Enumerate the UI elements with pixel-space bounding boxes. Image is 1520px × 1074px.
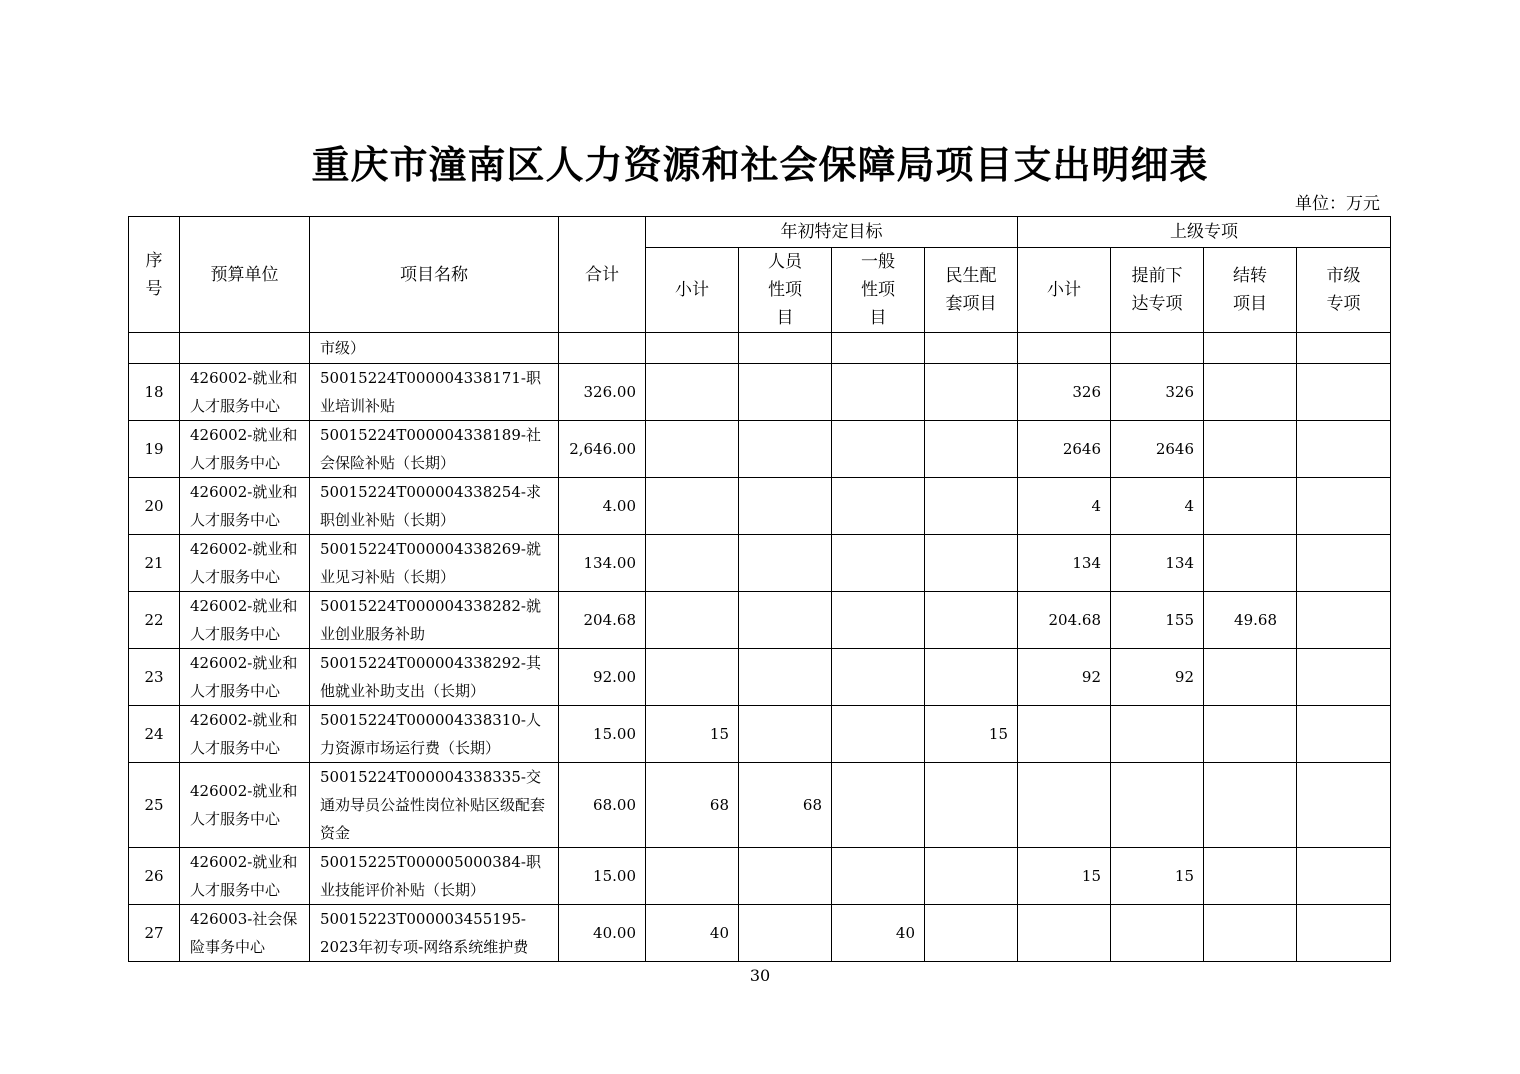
- cell-g1-livelihood: [925, 478, 1018, 535]
- cell-project: 50015224T000004338189-社会保险补贴（长期）: [310, 421, 559, 478]
- cell-g2-advance: 155: [1111, 592, 1204, 649]
- header-g2-advance: 提前下达专项: [1111, 248, 1204, 333]
- cell-g1-general: [832, 649, 925, 706]
- cell-unit: 426002-就业和人才服务中心: [180, 421, 310, 478]
- header-g2-city: 市级专项: [1297, 248, 1391, 333]
- cell-total: 40.00: [559, 905, 646, 962]
- cell-g2-carryover: [1204, 333, 1297, 364]
- cell-g1-general: [832, 592, 925, 649]
- cell-project: 50015224T000004338335-交通劝导员公益性岗位补贴区级配套资金: [310, 763, 559, 848]
- cell-g1-subtotal: [646, 421, 739, 478]
- cell-seq: 22: [129, 592, 180, 649]
- cell-g2-advance: 4: [1111, 478, 1204, 535]
- table-row: [129, 478, 1391, 535]
- cell-g1-personnel: [739, 592, 832, 649]
- cell-g2-advance: 2646: [1111, 421, 1204, 478]
- page-number: 30: [749, 966, 771, 985]
- cell-g2-carryover: 49.68: [1204, 592, 1297, 649]
- cell-project: 50015224T000004338282-就业创业服务补助: [310, 592, 559, 649]
- cell-unit: 426003-社会保险事务中心: [180, 905, 310, 962]
- cell-project: 50015224T000004338254-求职创业补贴（长期）: [310, 478, 559, 535]
- cell-g2-city: [1297, 478, 1391, 535]
- expenditure-table: [128, 216, 1391, 962]
- cell-unit: [180, 333, 310, 364]
- table-row: [129, 706, 1391, 763]
- cell-project: 50015224T000004338310-人力资源市场运行费（长期）: [310, 706, 559, 763]
- cell-g2-city: [1297, 848, 1391, 905]
- cell-g1-personnel: [739, 478, 832, 535]
- cell-g1-subtotal: [646, 478, 739, 535]
- cell-g1-personnel: [739, 333, 832, 364]
- cell-g1-general: [832, 848, 925, 905]
- cell-g1-subtotal: [646, 592, 739, 649]
- unit-label: 单位：万元: [1295, 194, 1380, 214]
- cell-g2-subtotal: 2646: [1018, 421, 1111, 478]
- cell-project: 50015224T000004338269-就业见习补贴（长期）: [310, 535, 559, 592]
- cell-g1-general: [832, 421, 925, 478]
- header-g1-general: 一般性项目: [832, 248, 925, 333]
- cell-unit: 426002-就业和人才服务中心: [180, 592, 310, 649]
- cell-g2-advance: 326: [1111, 364, 1204, 421]
- page-title: 重庆市潼南区人力资源和社会保障局项目支出明细表: [311, 142, 1209, 187]
- cell-seq: 27: [129, 905, 180, 962]
- cell-total: 92.00: [559, 649, 646, 706]
- cell-g2-advance: [1111, 333, 1204, 364]
- cell-g2-advance: [1111, 706, 1204, 763]
- cell-total: 2,646.00: [559, 421, 646, 478]
- header-project: 项目名称: [310, 217, 559, 333]
- cell-g1-livelihood: [925, 333, 1018, 364]
- header-g1-livelihood: 民生配套项目: [925, 248, 1018, 333]
- cell-project: 50015225T000005000384-职业技能评价补贴（长期）: [310, 848, 559, 905]
- cell-g1-livelihood: [925, 592, 1018, 649]
- cell-project: 50015223T000003455195-2023年初专项-网络系统维护费: [310, 905, 559, 962]
- header-seq: 序号: [129, 217, 180, 333]
- cell-total: 68.00: [559, 763, 646, 848]
- cell-g1-general: [832, 706, 925, 763]
- cell-g2-carryover: [1204, 706, 1297, 763]
- cell-unit: 426002-就业和人才服务中心: [180, 848, 310, 905]
- cell-g1-livelihood: [925, 848, 1018, 905]
- cell-seq: 24: [129, 706, 180, 763]
- cell-g2-advance: 92: [1111, 649, 1204, 706]
- header-g1-subtotal: 小计: [646, 248, 739, 333]
- header-group-superior-special: 上级专项: [1018, 217, 1391, 248]
- cell-unit: 426002-就业和人才服务中心: [180, 649, 310, 706]
- cell-g1-general: [832, 763, 925, 848]
- cell-g1-personnel: [739, 364, 832, 421]
- cell-seq: 23: [129, 649, 180, 706]
- cell-seq: 20: [129, 478, 180, 535]
- cell-g1-personnel: [739, 905, 832, 962]
- cell-g2-subtotal: 4: [1018, 478, 1111, 535]
- cell-total: 134.00: [559, 535, 646, 592]
- header-unit: 预算单位: [180, 217, 310, 333]
- cell-g2-carryover: [1204, 364, 1297, 421]
- cell-project: 50015224T000004338292-其他就业补助支出（长期）: [310, 649, 559, 706]
- cell-g1-personnel: [739, 848, 832, 905]
- cell-g1-livelihood: 15: [925, 706, 1018, 763]
- cell-project: 50015224T000004338171-职业培训补贴: [310, 364, 559, 421]
- cell-project: 市级）: [310, 333, 559, 364]
- cell-g1-livelihood: [925, 649, 1018, 706]
- table-row: [129, 592, 1391, 649]
- cell-g2-carryover: [1204, 421, 1297, 478]
- cell-g2-subtotal: [1018, 333, 1111, 364]
- cell-g1-personnel: [739, 706, 832, 763]
- cell-total: 4.00: [559, 478, 646, 535]
- cell-g2-carryover: [1204, 649, 1297, 706]
- table-row: [129, 364, 1391, 421]
- cell-g1-subtotal: 40: [646, 905, 739, 962]
- cell-total: [559, 333, 646, 364]
- cell-g2-advance: 134: [1111, 535, 1204, 592]
- cell-g1-general: [832, 364, 925, 421]
- cell-g2-advance: [1111, 763, 1204, 848]
- header-total: 合计: [559, 217, 646, 333]
- cell-g2-subtotal: [1018, 905, 1111, 962]
- cell-g2-advance: [1111, 905, 1204, 962]
- cell-g2-city: [1297, 592, 1391, 649]
- cell-g2-carryover: [1204, 478, 1297, 535]
- cell-g2-subtotal: 92: [1018, 649, 1111, 706]
- cell-g1-personnel: [739, 649, 832, 706]
- table-row: [129, 763, 1391, 848]
- cell-g2-city: [1297, 905, 1391, 962]
- cell-g1-subtotal: [646, 333, 739, 364]
- table-row: [129, 905, 1391, 962]
- cell-g2-carryover: [1204, 905, 1297, 962]
- cell-g1-subtotal: [646, 848, 739, 905]
- cell-g2-subtotal: 204.68: [1018, 592, 1111, 649]
- header-g1-personnel: 人员性项目: [739, 248, 832, 333]
- header-group-initial-targets: 年初特定目标: [646, 217, 1018, 248]
- cell-g2-carryover: [1204, 848, 1297, 905]
- cell-g1-personnel: [739, 421, 832, 478]
- cell-g1-livelihood: [925, 535, 1018, 592]
- cell-g1-personnel: [739, 535, 832, 592]
- cell-g2-city: [1297, 421, 1391, 478]
- cell-g2-carryover: [1204, 763, 1297, 848]
- table-row: [129, 333, 1391, 364]
- cell-g2-subtotal: [1018, 763, 1111, 848]
- cell-g2-city: [1297, 649, 1391, 706]
- cell-seq: 18: [129, 364, 180, 421]
- cell-g2-city: [1297, 333, 1391, 364]
- cell-g1-general: [832, 535, 925, 592]
- cell-unit: 426002-就业和人才服务中心: [180, 364, 310, 421]
- cell-unit: 426002-就业和人才服务中心: [180, 763, 310, 848]
- cell-total: 15.00: [559, 848, 646, 905]
- cell-unit: 426002-就业和人才服务中心: [180, 706, 310, 763]
- cell-total: 15.00: [559, 706, 646, 763]
- cell-total: 326.00: [559, 364, 646, 421]
- cell-seq: [129, 333, 180, 364]
- cell-g2-subtotal: 15: [1018, 848, 1111, 905]
- cell-seq: 25: [129, 763, 180, 848]
- cell-g1-livelihood: [925, 763, 1018, 848]
- cell-unit: 426002-就业和人才服务中心: [180, 478, 310, 535]
- cell-total: 204.68: [559, 592, 646, 649]
- cell-g1-subtotal: [646, 535, 739, 592]
- cell-g2-subtotal: [1018, 706, 1111, 763]
- cell-g1-livelihood: [925, 421, 1018, 478]
- table-row: [129, 421, 1391, 478]
- cell-unit: 426002-就业和人才服务中心: [180, 535, 310, 592]
- cell-g2-city: [1297, 706, 1391, 763]
- cell-g1-livelihood: [925, 364, 1018, 421]
- cell-g1-general: [832, 478, 925, 535]
- cell-g1-personnel: 68: [739, 763, 832, 848]
- cell-g1-subtotal: [646, 364, 739, 421]
- cell-g1-subtotal: 68: [646, 763, 739, 848]
- table-row: [129, 848, 1391, 905]
- cell-g2-city: [1297, 535, 1391, 592]
- cell-g2-city: [1297, 364, 1391, 421]
- table-row: [129, 649, 1391, 706]
- cell-seq: 21: [129, 535, 180, 592]
- cell-g2-advance: 15: [1111, 848, 1204, 905]
- cell-g1-subtotal: 15: [646, 706, 739, 763]
- table-row: [129, 535, 1391, 592]
- cell-g2-subtotal: 134: [1018, 535, 1111, 592]
- cell-g2-carryover: [1204, 535, 1297, 592]
- cell-g1-livelihood: [925, 905, 1018, 962]
- cell-seq: 19: [129, 421, 180, 478]
- cell-g1-general: 40: [832, 905, 925, 962]
- cell-g2-subtotal: 326: [1018, 364, 1111, 421]
- cell-g1-subtotal: [646, 649, 739, 706]
- cell-g2-city: [1297, 763, 1391, 848]
- header-g2-carryover: 结转项目: [1204, 248, 1297, 333]
- header-g2-subtotal: 小计: [1018, 248, 1111, 333]
- cell-g1-general: [832, 333, 925, 364]
- cell-seq: 26: [129, 848, 180, 905]
